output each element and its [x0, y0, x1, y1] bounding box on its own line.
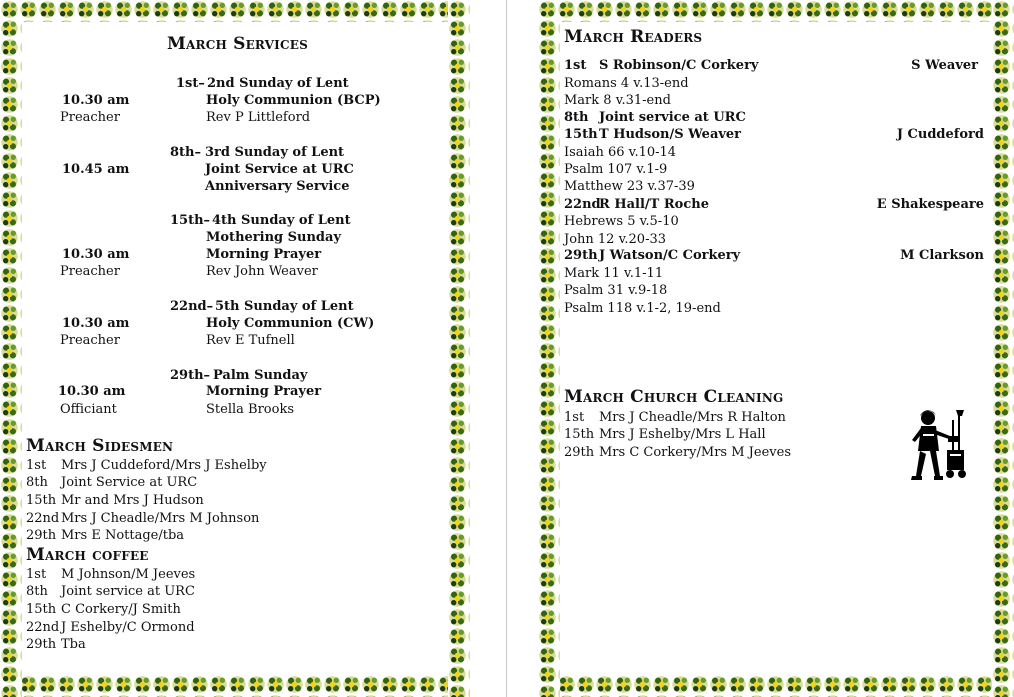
- service-title: 5th Sunday of Lent: [215, 299, 354, 314]
- reading: Romans 4 v.13-end: [564, 76, 689, 91]
- row-day: 1st: [26, 567, 47, 582]
- cleaning-heading: March Church Cleaning: [564, 387, 784, 407]
- service-title: Palm Sunday: [213, 368, 308, 383]
- row-day: 1st: [564, 58, 587, 73]
- sidesmen-heading: March Sidesmen: [26, 436, 174, 456]
- floral-border-left: [0, 0, 22, 697]
- sidesmen-row: [26, 527, 184, 544]
- row-text: Mrs E Nottage/tba: [61, 528, 185, 543]
- row-day: 22nd: [26, 620, 60, 635]
- service-time: 10.30 am: [62, 93, 130, 108]
- reading: Psalm 107 v.1-9: [564, 162, 668, 177]
- row-leader: M Clarkson: [900, 248, 984, 263]
- row-leader: J Cuddeford: [896, 127, 984, 142]
- sidesmen-row: [26, 492, 204, 509]
- reading: Hebrews 5 v.5-10: [564, 214, 679, 229]
- coffee-row: [26, 601, 181, 618]
- row-day: 22nd: [26, 511, 60, 526]
- floral-border-right: [448, 0, 470, 697]
- reading: Matthew 23 v.37-39: [564, 179, 695, 194]
- row-text: Mrs J Eshelby/Mrs L Hall: [599, 427, 766, 442]
- coffee-heading: March coffee: [26, 545, 149, 565]
- service-time: 10.30 am: [62, 247, 130, 262]
- readers-heading: March Readers: [564, 27, 703, 47]
- service-title: 3rd Sunday of Lent: [205, 145, 345, 160]
- service-type: Morning Prayer: [206, 247, 322, 262]
- service-role: Preacher: [60, 110, 120, 125]
- service-person: Rev John Weaver: [206, 264, 318, 279]
- row-text: Mrs J Cheadle/Mrs R Halton: [599, 410, 786, 425]
- service-date: 22nd–: [170, 299, 214, 314]
- row-text: Mr and Mrs J Hudson: [61, 493, 204, 508]
- reading: Psalm 31 v.9-18: [564, 283, 668, 298]
- readers-row: [564, 57, 758, 74]
- reading: John 12 v.20-33: [564, 232, 667, 247]
- row-day: 8th: [564, 110, 589, 125]
- cleaner-with-trolley-icon: [908, 406, 970, 482]
- row-readers: S Robinson/C Corkery: [599, 58, 759, 73]
- service-title: 4th Sunday of Lent: [212, 213, 351, 228]
- row-text: Mrs C Corkery/Mrs M Jeeves: [599, 445, 791, 460]
- row-readers: J Watson/C Corkery: [599, 248, 741, 263]
- row-day: 15th: [564, 127, 598, 142]
- row-day: 29th: [564, 248, 598, 263]
- floral-border-bottom: [0, 675, 470, 697]
- floral-border-top: [0, 0, 470, 22]
- service-date: 8th–: [170, 145, 202, 160]
- row-day: 1st: [564, 410, 585, 425]
- service-role: Preacher: [60, 333, 120, 348]
- cleaning-row: [564, 426, 766, 443]
- row-day: 22nd: [564, 197, 601, 212]
- service-role: Preacher: [60, 264, 120, 279]
- row-text: Mrs J Cuddeford/Mrs J Eshelby: [61, 458, 267, 473]
- services-heading: March Services: [167, 34, 308, 54]
- service-title: 2nd Sunday of Lent: [207, 76, 349, 91]
- reading: Isaiah 66 v.10-14: [564, 145, 677, 160]
- floral-border-top: [538, 0, 1014, 22]
- row-readers: Joint service at URC: [599, 110, 746, 125]
- reading: Mark 11 v.1-11: [564, 266, 664, 281]
- page-divider: [506, 0, 507, 697]
- service-role: Officiant: [60, 402, 117, 417]
- floral-border-right: [992, 0, 1014, 697]
- row-readers: T Hudson/S Weaver: [599, 127, 742, 142]
- row-day: 15th: [26, 493, 57, 508]
- sidesmen-row: [26, 457, 267, 474]
- floral-border-left: [538, 0, 560, 697]
- sidesmen-row: [26, 474, 197, 491]
- coffee-row: [26, 619, 195, 636]
- reading: Psalm 118 v.1-2, 19-end: [564, 301, 721, 316]
- row-day: 29th: [26, 528, 57, 543]
- readers-row: [564, 109, 746, 126]
- row-day: 1st: [26, 458, 47, 473]
- coffee-row: [26, 636, 86, 653]
- service-time: 10.30 am: [62, 316, 130, 331]
- cleaning-row: [564, 444, 791, 461]
- row-text: J Eshelby/C Ormond: [61, 620, 195, 635]
- row-readers: R Hall/T Roche: [599, 197, 709, 212]
- row-leader: E Shakespeare: [876, 197, 984, 212]
- cleaning-row: [564, 409, 786, 426]
- row-text: C Corkery/J Smith: [61, 602, 181, 617]
- service-date: 29th–: [170, 368, 211, 383]
- row-day: 15th: [564, 427, 595, 442]
- service-extra: Anniversary Service: [205, 179, 350, 194]
- service-date: 15th–: [170, 213, 211, 228]
- readers-row: [564, 247, 740, 264]
- row-day: 8th: [26, 475, 48, 490]
- row-leader: S Weaver: [911, 58, 978, 73]
- row-text: M Johnson/M Jeeves: [61, 567, 196, 582]
- service-time: 10.45 am: [62, 162, 130, 177]
- right-page: [538, 0, 1014, 697]
- left-page: [0, 0, 470, 697]
- row-day: 29th: [26, 637, 57, 652]
- service-person: Rev E Tufnell: [206, 333, 295, 348]
- coffee-row: [26, 583, 195, 600]
- row-text: Mrs J Cheadle/Mrs M Johnson: [61, 511, 260, 526]
- service-date: 1st–: [176, 76, 205, 91]
- service-subtitle: Mothering Sunday: [206, 230, 342, 245]
- row-day: 29th: [564, 445, 595, 460]
- service-type: Joint Service at URC: [205, 162, 354, 177]
- service-time: 10.30 am: [58, 384, 126, 399]
- row-text: Joint service at URC: [61, 584, 195, 599]
- reading: Mark 8 v.31-end: [564, 93, 671, 108]
- row-day: 15th: [26, 602, 57, 617]
- service-person: Stella Brooks: [206, 402, 294, 417]
- row-text: Tba: [61, 637, 86, 652]
- coffee-row: [26, 566, 195, 583]
- row-day: 8th: [26, 584, 48, 599]
- readers-row: [564, 196, 709, 213]
- sidesmen-row: [26, 510, 259, 527]
- service-type: Holy Communion (CW): [206, 316, 375, 331]
- floral-border-bottom: [538, 675, 1014, 697]
- service-type: Holy Communion (BCP): [206, 93, 381, 108]
- service-person: Rev P Littleford: [206, 110, 311, 125]
- service-type: Morning Prayer: [206, 384, 322, 399]
- row-text: Joint Service at URC: [61, 475, 198, 490]
- readers-row: [564, 126, 741, 143]
